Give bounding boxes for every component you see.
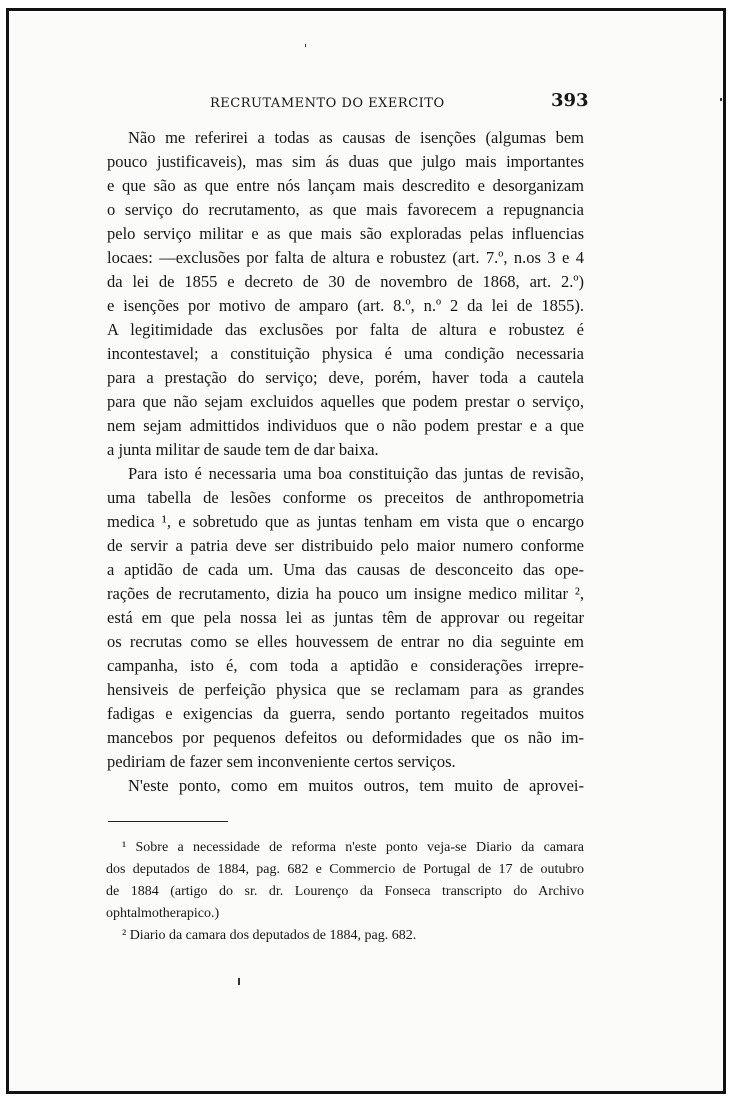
body-line: pouco justificaveis), mas sim ás duas que julgo mais importantes [107,152,584,171]
running-head: RECRUTAMENTO DO EXERCITO [210,96,445,111]
body-line: para que não sejam excluidos aquelles que podem prestar o serviço, [107,392,584,411]
page-number: 393 [551,90,589,111]
scan-speck [305,44,306,47]
body-line: fadigas e exigencias da guerra, sendo portanto regeitados muitos [107,704,584,723]
body-line: os recrutas como se elles houvessem de entrar no dia seguinte em [107,632,584,651]
body-line: N'este ponto, como em muitos outros, tem muito de aprovei- [128,776,584,795]
body-line: nem sejam admittidos individuos que o não podem prestar e a que [107,416,584,435]
body-line: o serviço do recrutamento, as que mais favorecem a repugnancia [107,200,584,219]
body-line: Para isto é necessaria uma boa constituição das juntas de revisão, [128,464,584,483]
body-line: A legitimidade das exclusões por falta de altura e robustez é [107,320,584,339]
body-line: e que são as que entre nós lançam mais descredito e desorganizam [107,176,584,195]
body-line: mancebos por pequenos defeitos ou deformidades que os não im- [107,728,584,747]
body-line: a junta militar de saude tem de dar baixa. [107,440,379,459]
body-line: e isenções por motivo de amparo (art. 8.º, n.º 2 da lei de 1855). [107,296,584,315]
body-line: locaes: —exclusões por falta de altura e robustez (art. 7.º, n.os 3 e 4 [107,248,584,267]
footnote-line: ² Diario da camara dos deputados de 1884, pag. 682. [122,928,417,943]
scan-speck [238,978,240,985]
footnote-line: ophtalmotherapico.) [106,906,220,921]
body-line: está em que pela nossa lei as juntas têm de approvar ou regeitar [107,608,584,627]
footnote-line: ¹ Sobre a necessidade de reforma n'este ponto veja-se Diario da camara [122,840,584,855]
body-line: para a prestação do serviço; deve, porém, haver toda a cautela [107,368,584,387]
scan-speck [720,98,722,101]
body-line: a aptidão de cada um. Uma das causas de desconceito das ope- [107,560,584,579]
footnote-divider [108,821,228,822]
body-line: da lei de 1855 e decreto de 30 de novembro de 1868, art. 2.º) [107,272,584,291]
body-line: uma tabella de lesões conforme os preceitos de anthropometria [107,488,584,507]
body-line: de servir a patria deve ser distribuido pelo maior numero conforme [107,536,584,555]
body-line: campanha, isto é, com toda a aptidão e considerações irrepre- [107,656,584,675]
footnote-line: dos deputados de 1884, pag. 682 e Commercio de Portugal de 17 de outubro [106,862,584,877]
body-line: pelo serviço militar e as que mais são exploradas pelas influencias [107,224,584,243]
footnote-line: de 1884 (artigo do sr. dr. Lourenço da Fonseca transcripto do Archivo [106,884,584,899]
body-line: incontestavel; a constituição physica é uma condição necessaria [107,344,584,363]
body-line: pediriam de fazer sem inconveniente certos serviços. [107,752,456,771]
body-line: hensiveis de perfeição physica que se reclamam para as grandes [107,680,584,699]
body-line: Não me referirei a todas as causas de isenções (algumas bem [128,128,584,147]
body-line: rações de recrutamento, dizia ha pouco um insigne medico militar ², [107,584,584,603]
body-line: medica ¹, e sobretudo que as juntas tenham em vista que o encargo [107,512,584,531]
